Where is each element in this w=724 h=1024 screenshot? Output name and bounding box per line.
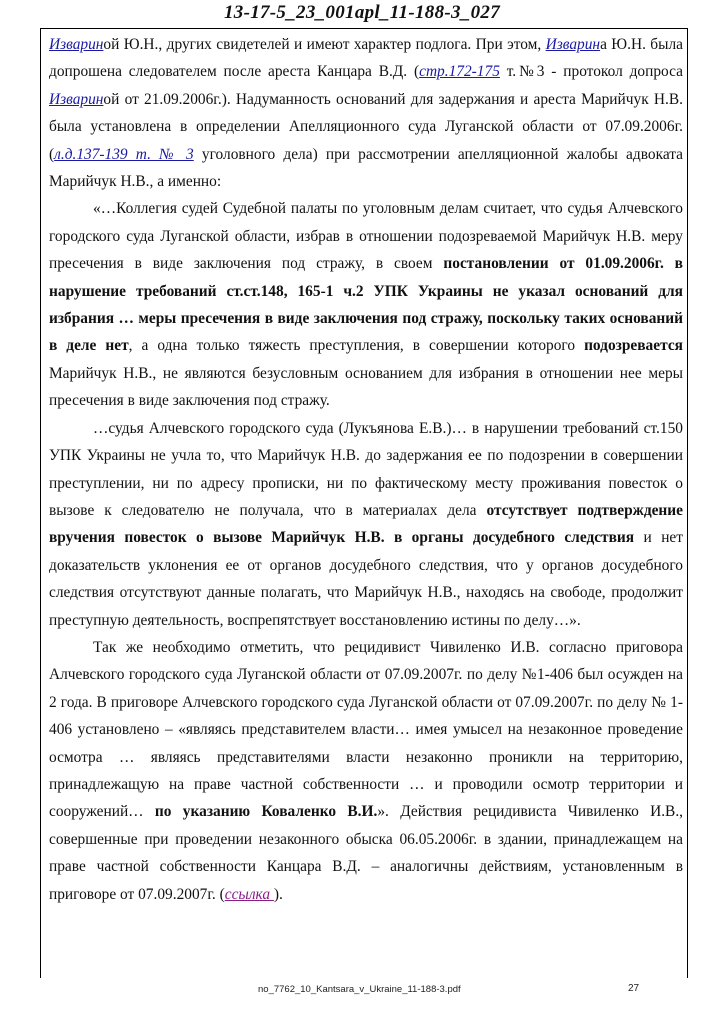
paragraph-2-quote bbox=[49, 195, 683, 414]
text-span: ой Ю.Н., других свидетелей и имеют характер подлога. При этом, bbox=[103, 36, 546, 53]
text-span: и нет доказательств уклонения ее от органов досудебного следствия, что у органов досудебного следствия отсутствуют данные полагать, что Марийчук Н.В., находясь на свободе, продолжит преступную деятельность, воспрепятствует восстановлению истины по делу…». bbox=[49, 529, 683, 629]
link-pages-172-175[interactable]: стр.172-175 bbox=[419, 63, 500, 81]
text-span: ». Действия рецидивиста Чивиленко И.В., совершенные при проведении незаконного обыска 06.05.2006г. в здании, принадлежащем на праве частной собственности Канцара В.Д. – аналогичны действиям, установленным в приговоре от 07.09.2007г. ( bbox=[49, 803, 684, 903]
link-izvarin-2[interactable]: Изварин bbox=[545, 36, 601, 53]
bold-text: подозревается bbox=[584, 337, 683, 355]
text-span: Марийчук Н.В., не являются безусловным основанием для избрания в отношении нее меры пресечения в виде заключения под стражу. bbox=[49, 364, 683, 410]
footer-page-number: 27 bbox=[628, 983, 640, 994]
document-header-title: 13-17-5_23_001apl_11-188-3_027 bbox=[223, 2, 501, 23]
text-span: а Ю.Н. была допрошена следователем после ареста Канцара В.Д. ( bbox=[49, 36, 683, 81]
text-span: …судья Алчевского городского суда (Лукъянова Е.В.)… в нарушении требований ст.150 УПК Украины не учла то, что Марийчук Н.В. до задержания ее по подозрении в совершении преступлении, ни по адресу прописки, ни по фактическому месту проживания повесток о вызове к следователю не получала, что в материалах дела bbox=[49, 419, 683, 519]
link-reference[interactable]: ссылка bbox=[224, 885, 274, 903]
bold-text: постановлении от 01.09.2006г. в нарушение требований ст.ст.148, 165-1 ч.2 УПК Украины не указал оснований для избрания … меры пресечения в виде заключения под стражу, поскольку таких оснований в деле нет bbox=[49, 255, 683, 355]
page-border-top bbox=[40, 28, 688, 29]
text-span: «…Коллегия судей Судебной палаты по уголовным делам считает, что судья Алчевского городского суда Луганской области, избрав в отношении подозреваемой Марийчук Н.В. меру пресечения в виде заключения под стражу, в своем bbox=[49, 200, 683, 273]
paragraph-4 bbox=[49, 634, 683, 908]
page-border-right bbox=[687, 28, 688, 978]
footer-filename: no_7762_10_Kantsara_v_Ukraine_11-188-3.pdf bbox=[258, 984, 461, 995]
text-span: т.№3 - протокол допроса bbox=[499, 63, 683, 81]
paragraph-3-quote bbox=[49, 415, 683, 634]
page-border-left bbox=[40, 28, 41, 978]
text-span: ой от 21.09.2006г.). Надуманность оснований для задержания и ареста Марийчук Н.В. была установлена в определении Апелляционного суда Луганской области от 07.09.2006г. ( bbox=[49, 90, 683, 163]
text-span: , а одна только тяжесть преступления, в совершении которого bbox=[128, 337, 585, 355]
text-span: уголовного дела) при рассмотрении апелляционной жалобы адвоката Марийчук Н.В., а именно: bbox=[49, 145, 683, 191]
bold-text: по указанию Коваленко В.И. bbox=[154, 803, 378, 821]
link-izvarin-3[interactable]: Изварин bbox=[49, 90, 104, 108]
link-case-sheets-137-139[interactable]: л.д.137-139 т. № 3 bbox=[54, 145, 194, 163]
paragraph-1 bbox=[49, 31, 683, 195]
bold-text: отсутствует подтверждение вручения повесток о вызове Марийчук Н.В. в органы досудебного следствия bbox=[49, 501, 683, 547]
text-span: ). bbox=[273, 885, 283, 903]
document-body bbox=[49, 31, 683, 908]
text-span: Так же необходимо отметить, что рецидивист Чивиленко И.В. согласно приговора Алчевского городского суда Луганской области от 07.09.2007г. по делу №1-406 был осужден на 2 года. В приговоре Алчевского городского суда Луганской области от 07.09.2007г. по делу № 1-406 установлено – «являясь представителем власти… имея умысел на незаконное проведение осмотра … являясь представителями власти незаконно проникли на территорию, принадлежащую на праве частной собственности … и проводили осмотр территории и сооружений… bbox=[49, 638, 683, 821]
link-izvarin-1[interactable]: Изварин bbox=[49, 36, 104, 53]
